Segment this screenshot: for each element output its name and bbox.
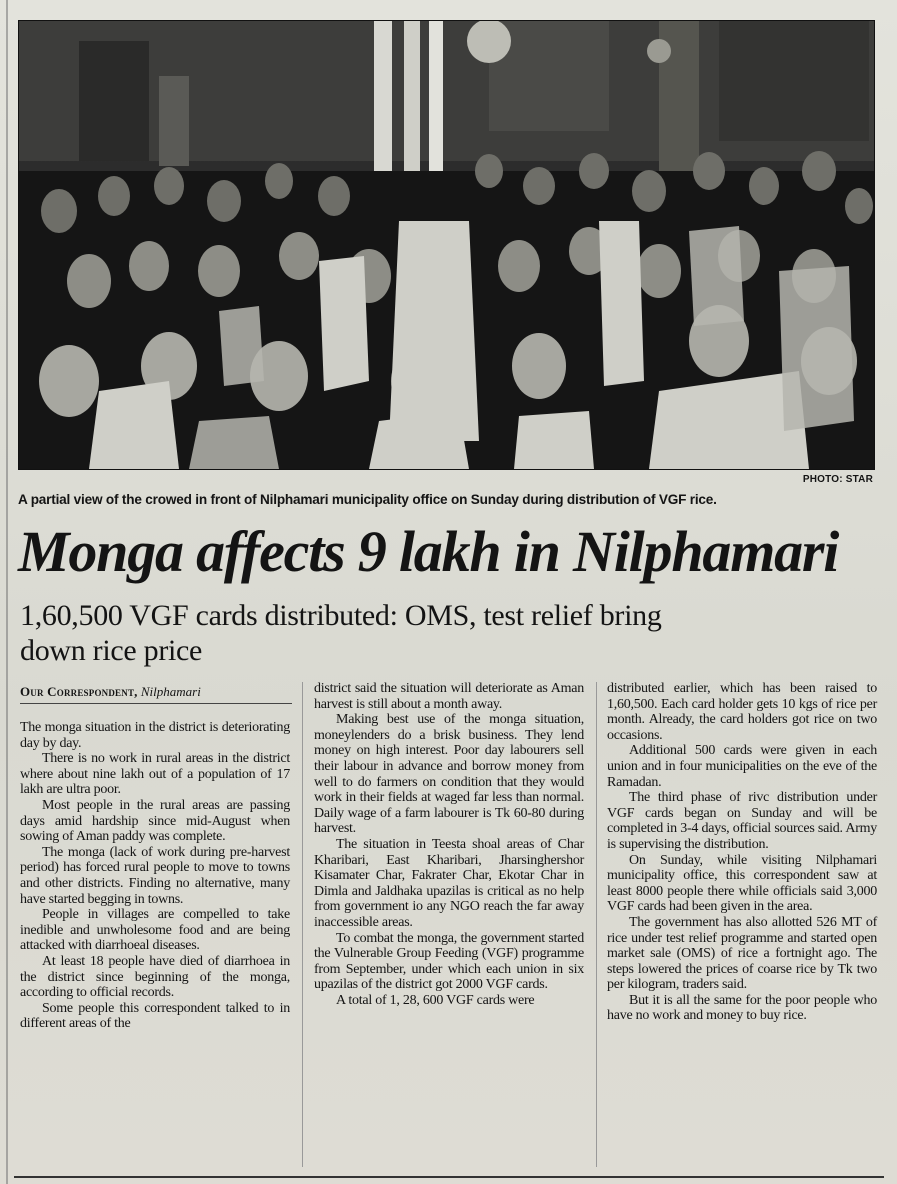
- paragraph: distributed earlier, which has been raised to 1,60,500. Each card holder gets 10 kgs of rice per month. Already, the card holders got rice on two occasions.: [607, 681, 877, 743]
- paragraph: The third phase of rivc distribution under VGF cards began on Sunday and will be completed in 3-4 days, official sources said. Army is supervising the distribution.: [607, 790, 877, 852]
- paragraph: The monga situation in the district is deteriorating day by day.: [20, 720, 290, 751]
- byline: [20, 684, 300, 700]
- paragraph: A total of 1, 28, 600 VGF cards were: [336, 992, 535, 1008]
- bottom-rule: [14, 1176, 884, 1178]
- paragraph: On Sunday, while visiting Nilphamari municipality office, this correspondent saw at least 8000 people there while officials said 3,000 VGF cards had been given in the area.: [607, 852, 877, 915]
- paragraph: district said the situation will deteriorate as Aman harvest is still about a month away.: [314, 681, 584, 712]
- paragraph: There is no work in rural areas in the district where about nine lakh out of a population of 17 lakh are ultra poor.: [20, 751, 290, 798]
- paragraph: The situation in Teesta shoal areas of Char Kharibari, East Kharibari, Jharsinghershor Kisamater Char, Fakrater Char, Ekotar Char in Dimla and Jaldhaka upazilas is critical as no help from government io any NGO reach the far away inaccessible areas.: [314, 836, 584, 930]
- byline-author: Our Correspondent,: [20, 684, 138, 699]
- byline-divider: [20, 703, 292, 704]
- article-column-3: [607, 681, 877, 1024]
- paragraph: At least 18 people have died of diarrhoea in the district since beginning of the monga, according to official records.: [20, 953, 290, 1001]
- paragraph: To combat the monga, the government started the Vulnerable Group Feeding (VGF) programme from September, under which each union in six upazilas of the district got 2000 VGF cards.: [314, 930, 584, 993]
- paragraph: Additional 500 cards were given in each union and in four municipalities on the eve of the Ramadan.: [607, 743, 877, 790]
- paragraph: Some people this correspondent talked to in different areas of the: [20, 1000, 290, 1032]
- article-column-1: [20, 720, 290, 1032]
- paragraph: Most people in the rural areas are passing days amid hardship since mid-August when sowing of Aman paddy was complete.: [20, 797, 290, 845]
- photo-credit: PHOTO: STAR: [802, 474, 873, 485]
- paragraph: Making best use of the monga situation, moneylenders do a brisk business. They lend money on high interest. Poor day labourers sell their labour in advance and borrow money from well to do farmers on condition that they would work in their fields at waged far less than normal. Daily wage of a farm labourer is Tk 60-80 during harvest.: [314, 712, 584, 837]
- photo-caption: A partial view of the crowed in front of Nilphamari municipality office on Sunday during distribution of VGF rice.: [18, 492, 717, 507]
- paragraph: But it is all the same for the poor people who have no work and money to buy rice.: [607, 992, 877, 1024]
- headline: Monga affects 9 lakh in Nilphamari: [18, 519, 839, 584]
- column-divider: [596, 682, 597, 1167]
- column-divider: [302, 682, 303, 1167]
- subheadline: 1,60,500 VGF cards distributed: OMS, test relief bring down rice price: [20, 599, 662, 668]
- crowd-photo-graphic: [19, 21, 874, 469]
- paragraph: People in villages are compelled to take inedible and unwholesome food and are being attacked with diarrhoeal diseases.: [20, 907, 290, 954]
- paragraph: The government has also allotted 526 MT of rice under test relief programme and started open market sale (OMS) of rice a fortnight ago. The steps lowered the prices of coarse rice by Tk two per kilogram, traders said.: [607, 914, 877, 993]
- paragraph: The monga (lack of work during pre-harvest period) has forced rural people to move to towns and other districts. Finding no alternative, many have started begging in towns.: [20, 844, 290, 907]
- news-photo: [18, 20, 875, 470]
- article-column-2: [314, 681, 584, 1008]
- byline-place: Nilphamari: [140, 684, 201, 699]
- page-edge: [6, 0, 8, 1184]
